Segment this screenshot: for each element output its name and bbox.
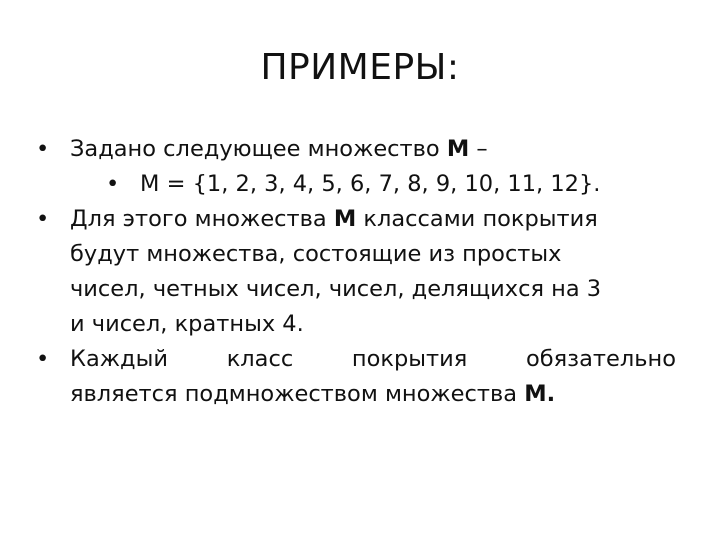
sub-bullet-item-1 [36, 167, 676, 202]
item3-line-1: Каждый класс покрытия обязательно [70, 346, 676, 372]
slide-body [36, 132, 676, 412]
item1-set-name: М [446, 136, 470, 162]
item2-line-2: будут множества, состоящие из простых [70, 241, 562, 267]
slide-title: ПРИМЕРЫ: [260, 47, 460, 88]
item3-line2-pre: является подмножеством множества [70, 381, 525, 407]
bullet-item-2 [36, 202, 676, 342]
item1-tail: – [469, 136, 488, 162]
item2-line1-post: классами покрытия [356, 206, 598, 232]
bullet-icon: • [36, 136, 50, 162]
item3-line-2 [70, 377, 676, 412]
bullet-icon: • [36, 206, 50, 232]
item2-line-1 [70, 202, 676, 237]
bullet-item-1 [36, 132, 676, 167]
item2-line-4: и чисел, кратных 4. [70, 311, 304, 337]
bullet-icon: • [106, 171, 120, 197]
item3-set-name: М. [524, 381, 556, 407]
bullet-item-3 [36, 342, 676, 412]
set-definition: М = {1, 2, 3, 4, 5, 6, 7, 8, 9, 10, 11, 12}. [140, 171, 601, 197]
item1-text: Задано следующее множество [70, 136, 447, 162]
item2-line1-pre: Для этого множества [70, 206, 334, 232]
bullet-icon: • [36, 346, 50, 372]
item2-set-name: М [333, 206, 357, 232]
item2-line-3: чисел, четных чисел, чисел, делящихся на 3 [70, 276, 602, 302]
